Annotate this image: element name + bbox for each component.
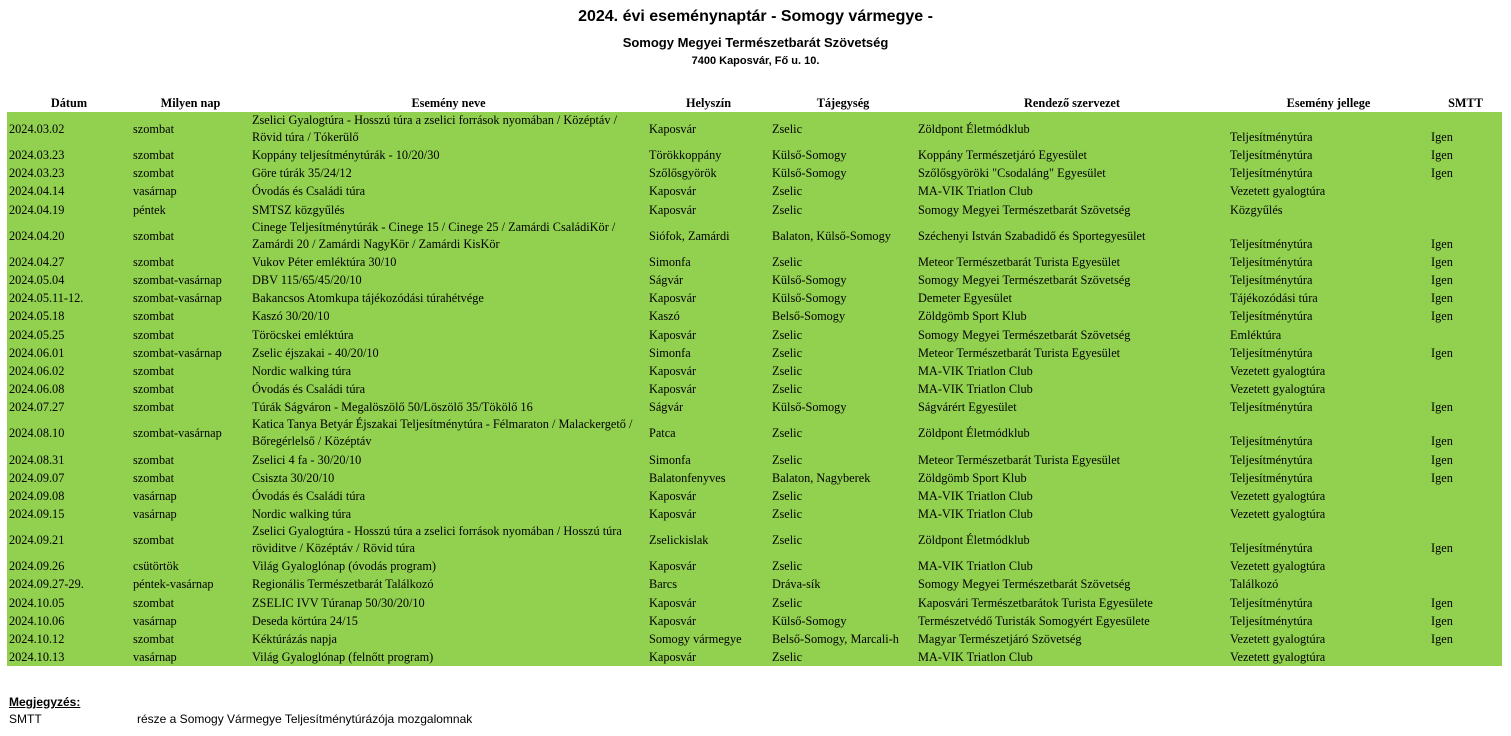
cell-organizer: Ságvárért Egyesület: [916, 398, 1228, 416]
table-header-row: [7, 94, 1502, 112]
cell-location: Kaposvár: [647, 362, 770, 380]
cell-date: 2024.08.31: [7, 450, 131, 468]
table-row: [7, 648, 1502, 666]
cell-organizer: Somogy Megyei Természetbarát Szövetség: [916, 271, 1228, 289]
cell-day: vasárnap: [131, 182, 250, 200]
table-row: [7, 380, 1502, 398]
cell-day: péntek: [131, 201, 250, 219]
cell-location: Kaszó: [647, 307, 770, 325]
cell-region: Zselic: [770, 416, 916, 450]
cell-event-name: Túrák Ságváron - Megalöszölő 50/Löszölő 35/Tökölő 16: [250, 398, 647, 416]
cell-region: Külső-Somogy: [770, 612, 916, 630]
cell-event-type: Vezetett gyalogtúra: [1228, 557, 1429, 575]
cell-day: vasárnap: [131, 505, 250, 523]
cell-event-name: Töröcskei emléktúra: [250, 326, 647, 344]
cell-organizer: MA-VIK Triatlon Club: [916, 182, 1228, 200]
notes-value: része a Somogy Vármegye Teljesítménytúrázója mozgalomnak: [137, 712, 473, 726]
cell-smtt: Igen: [1429, 253, 1502, 271]
cell-event-name: SMTSZ közgyűlés: [250, 201, 647, 219]
cell-smtt: [1429, 575, 1502, 593]
cell-event-name: DBV 115/65/45/20/10: [250, 271, 647, 289]
cell-smtt: Igen: [1429, 450, 1502, 468]
cell-event-name: Regionális Természetbarát Találkozó: [250, 575, 647, 593]
cell-region: Külső-Somogy: [770, 289, 916, 307]
cell-event-name: Nordic walking túra: [250, 505, 647, 523]
cell-date: 2024.10.05: [7, 594, 131, 612]
cell-date: 2024.04.27: [7, 253, 131, 271]
cell-event-name: Világ Gyaloglónap (felnőtt program): [250, 648, 647, 666]
cell-region: Zselic: [770, 182, 916, 200]
table-row: [7, 505, 1502, 523]
cell-day: szombat: [131, 630, 250, 648]
cell-location: Simonfa: [647, 344, 770, 362]
cell-day: szombat: [131, 253, 250, 271]
cell-region: Balaton, Külső-Somogy: [770, 219, 916, 253]
cell-location: Kaposvár: [647, 505, 770, 523]
cell-event-type: Teljesítménytúra: [1228, 344, 1429, 362]
cell-event-name: Óvodás és Családi túra: [250, 487, 647, 505]
cell-smtt: Igen: [1429, 164, 1502, 182]
cell-organizer: Zöldgömb Sport Klub: [916, 469, 1228, 487]
cell-region: Balaton, Nagyberek: [770, 469, 916, 487]
cell-day: szombat: [131, 326, 250, 344]
cell-location: Patca: [647, 416, 770, 450]
cell-date: 2024.09.21: [7, 523, 131, 557]
cell-region: Zselic: [770, 523, 916, 557]
cell-organizer: Természetvédő Turisták Somogyért Egyesülete: [916, 612, 1228, 630]
cell-organizer: Zöldpont Életmódklub: [916, 416, 1228, 450]
cell-event-type: Tájékozódási túra: [1228, 289, 1429, 307]
cell-event-type: Vezetett gyalogtúra: [1228, 182, 1429, 200]
table-row: [7, 253, 1502, 271]
cell-event-type: Teljesítménytúra: [1228, 112, 1429, 146]
cell-event-name: Zselici 4 fa - 30/20/10: [250, 450, 647, 468]
cell-event-name: Bakancsos Atomkupa tájékozódási túrahétvége: [250, 289, 647, 307]
cell-organizer: Széchenyi István Szabadidő és Sportegyesület: [916, 219, 1228, 253]
cell-date: 2024.07.27: [7, 398, 131, 416]
cell-date: 2024.04.20: [7, 219, 131, 253]
column-header-organizer: Rendező szervezet: [916, 94, 1228, 112]
cell-date: 2024.10.12: [7, 630, 131, 648]
cell-organizer: Meteor Természetbarát Turista Egyesület: [916, 253, 1228, 271]
cell-event-name: Deseda körtúra 24/15: [250, 612, 647, 630]
cell-smtt: [1429, 201, 1502, 219]
cell-day: szombat: [131, 523, 250, 557]
cell-organizer: MA-VIK Triatlon Club: [916, 557, 1228, 575]
cell-region: Zselic: [770, 344, 916, 362]
cell-region: Zselic: [770, 505, 916, 523]
cell-region: Zselic: [770, 648, 916, 666]
cell-day: szombat: [131, 164, 250, 182]
cell-location: Kaposvár: [647, 594, 770, 612]
table-row: [7, 594, 1502, 612]
table-row: [7, 630, 1502, 648]
cell-day: szombat: [131, 450, 250, 468]
cell-day: szombat: [131, 469, 250, 487]
cell-event-name: Cinege Teljesítménytúrák - Cinege 15 / Cinege 25 / Zamárdi CsaládiKör / Zamárdi 20 / Zamárdi NagyKör / Zamárdi KisKör: [250, 219, 647, 253]
organization-name: Somogy Megyei Természetbarát Szövetség: [622, 35, 889, 50]
cell-organizer: Meteor Természetbarát Turista Egyesület: [916, 344, 1228, 362]
cell-smtt: Igen: [1429, 289, 1502, 307]
table-row: [7, 219, 1502, 253]
cell-event-name: Zselici Gyalogtúra - Hosszú túra a zselici források nyomában / Középtáv / Rövid túra / Tókerülő: [250, 112, 647, 146]
cell-event-type: Vezetett gyalogtúra: [1228, 630, 1429, 648]
cell-smtt: Igen: [1429, 469, 1502, 487]
cell-event-type: Vezetett gyalogtúra: [1228, 362, 1429, 380]
cell-location: Kaposvár: [647, 112, 770, 146]
cell-date: 2024.05.04: [7, 271, 131, 289]
cell-event-name: Katica Tanya Betyár Éjszakai Teljesítménytúra - Félmaraton / Malackergető / Bőregérlelső / Középtáv: [250, 416, 647, 450]
cell-event-name: ZSELIC IVV Túranap 50/30/20/10: [250, 594, 647, 612]
cell-location: Kaposvár: [647, 326, 770, 344]
cell-event-name: Kéktúrázás napja: [250, 630, 647, 648]
cell-region: Zselic: [770, 201, 916, 219]
cell-smtt: [1429, 557, 1502, 575]
cell-smtt: Igen: [1429, 398, 1502, 416]
cell-date: 2024.08.10: [7, 416, 131, 450]
table-row: [7, 557, 1502, 575]
cell-organizer: Szőlősgyöröki "Csodaláng" Egyesület: [916, 164, 1228, 182]
table-row: [7, 344, 1502, 362]
cell-organizer: MA-VIK Triatlon Club: [916, 380, 1228, 398]
table-row: [7, 164, 1502, 182]
cell-smtt: Igen: [1429, 307, 1502, 325]
cell-region: Zselic: [770, 557, 916, 575]
cell-date: 2024.05.18: [7, 307, 131, 325]
cell-event-type: Teljesítménytúra: [1228, 594, 1429, 612]
cell-region: Zselic: [770, 450, 916, 468]
cell-organizer: MA-VIK Triatlon Club: [916, 505, 1228, 523]
cell-date: 2024.05.11-12.: [7, 289, 131, 307]
cell-day: szombat: [131, 307, 250, 325]
cell-organizer: Somogy Megyei Természetbarát Szövetség: [916, 201, 1228, 219]
cell-organizer: MA-VIK Triatlon Club: [916, 648, 1228, 666]
cell-region: Zselic: [770, 362, 916, 380]
cell-event-name: Koppány teljesítménytúrák - 10/20/30: [250, 146, 647, 164]
table-row: [7, 362, 1502, 380]
cell-date: 2024.03.23: [7, 146, 131, 164]
cell-event-name: Nordic walking túra: [250, 362, 647, 380]
cell-event-type: Teljesítménytúra: [1228, 307, 1429, 325]
cell-day: szombat-vasárnap: [131, 289, 250, 307]
cell-smtt: Igen: [1429, 594, 1502, 612]
cell-day: csütörtök: [131, 557, 250, 575]
cell-location: Ságvár: [647, 398, 770, 416]
cell-day: vasárnap: [131, 648, 250, 666]
column-header-day: Milyen nap: [131, 94, 250, 112]
cell-region: Zselic: [770, 487, 916, 505]
cell-event-name: Csiszta 30/20/10: [250, 469, 647, 487]
cell-smtt: [1429, 505, 1502, 523]
table-row: [7, 182, 1502, 200]
cell-region: Zselic: [770, 594, 916, 612]
cell-organizer: Magyar Természetjáró Szövetség: [916, 630, 1228, 648]
cell-organizer: MA-VIK Triatlon Club: [916, 362, 1228, 380]
column-header-smtt: SMTT: [1429, 94, 1502, 112]
cell-day: szombat: [131, 219, 250, 253]
table-row: [7, 612, 1502, 630]
cell-organizer: Somogy Megyei Természetbarát Szövetség: [916, 326, 1228, 344]
cell-organizer: Demeter Egyesület: [916, 289, 1228, 307]
cell-date: 2024.09.26: [7, 557, 131, 575]
cell-smtt: Igen: [1429, 416, 1502, 450]
cell-location: Balatonfenyves: [647, 469, 770, 487]
cell-organizer: Zöldgömb Sport Klub: [916, 307, 1228, 325]
cell-event-name: Göre túrák 35/24/12: [250, 164, 647, 182]
cell-date: 2024.04.14: [7, 182, 131, 200]
cell-event-type: Vezetett gyalogtúra: [1228, 487, 1429, 505]
cell-event-name: Óvodás és Családi túra: [250, 182, 647, 200]
cell-date: 2024.09.07: [7, 469, 131, 487]
cell-smtt: [1429, 362, 1502, 380]
cell-event-type: Közgyűlés: [1228, 201, 1429, 219]
column-header-location: Helyszín: [647, 94, 770, 112]
cell-smtt: Igen: [1429, 344, 1502, 362]
table-row: [7, 326, 1502, 344]
cell-smtt: [1429, 326, 1502, 344]
cell-event-type: Teljesítménytúra: [1228, 523, 1429, 557]
cell-event-type: Teljesítménytúra: [1228, 219, 1429, 253]
cell-date: 2024.09.27-29.: [7, 575, 131, 593]
cell-location: Simonfa: [647, 450, 770, 468]
cell-region: Zselic: [770, 112, 916, 146]
cell-event-name: Világ Gyaloglónap (óvodás program): [250, 557, 647, 575]
cell-smtt: [1429, 487, 1502, 505]
cell-region: Külső-Somogy: [770, 164, 916, 182]
organization-address: 7400 Kaposvár, Fő u. 10.: [691, 55, 820, 67]
column-header-event-name: Esemény neve: [250, 94, 647, 112]
cell-event-type: Teljesítménytúra: [1228, 612, 1429, 630]
cell-smtt: Igen: [1429, 219, 1502, 253]
cell-date: 2024.10.13: [7, 648, 131, 666]
table-row: [7, 201, 1502, 219]
cell-day: szombat-vasárnap: [131, 416, 250, 450]
cell-region: Külső-Somogy: [770, 271, 916, 289]
cell-event-type: Teljesítménytúra: [1228, 469, 1429, 487]
cell-organizer: Zöldpont Életmódklub: [916, 523, 1228, 557]
cell-day: szombat: [131, 362, 250, 380]
table-row: [7, 289, 1502, 307]
cell-event-name: Kaszó 30/20/10: [250, 307, 647, 325]
cell-event-name: Vukov Péter emléktúra 30/10: [250, 253, 647, 271]
cell-date: 2024.10.06: [7, 612, 131, 630]
cell-day: szombat: [131, 380, 250, 398]
cell-smtt: [1429, 182, 1502, 200]
table-row: [7, 112, 1502, 146]
cell-region: Külső-Somogy: [770, 146, 916, 164]
cell-organizer: Somogy Megyei Természetbarát Szövetség: [916, 575, 1228, 593]
cell-location: Simonfa: [647, 253, 770, 271]
cell-region: Zselic: [770, 380, 916, 398]
cell-event-name: Zselic éjszakai - 40/20/10: [250, 344, 647, 362]
cell-event-name: Óvodás és Családi túra: [250, 380, 647, 398]
notes-key: SMTT: [9, 712, 42, 726]
cell-date: 2024.09.08: [7, 487, 131, 505]
table-row: [7, 416, 1502, 450]
notes-heading: Megjegyzés:: [9, 695, 81, 709]
cell-location: Kaposvár: [647, 201, 770, 219]
table-row: [7, 469, 1502, 487]
cell-date: 2024.09.15: [7, 505, 131, 523]
cell-location: Kaposvár: [647, 182, 770, 200]
cell-organizer: Meteor Természetbarát Turista Egyesület: [916, 450, 1228, 468]
table-row: [7, 575, 1502, 593]
cell-date: 2024.04.19: [7, 201, 131, 219]
cell-region: Belső-Somogy, Marcali-h: [770, 630, 916, 648]
cell-date: 2024.06.02: [7, 362, 131, 380]
cell-region: Dráva-sík: [770, 575, 916, 593]
cell-smtt: Igen: [1429, 112, 1502, 146]
cell-location: Szőlősgyörök: [647, 164, 770, 182]
cell-event-type: Teljesítménytúra: [1228, 271, 1429, 289]
cell-event-name: Zselici Gyalogtúra - Hosszú túra a zselici források nyomában / Hosszú túra röviditve / Középtáv / Rövid túra: [250, 523, 647, 557]
cell-smtt: Igen: [1429, 523, 1502, 557]
cell-date: 2024.05.25: [7, 326, 131, 344]
table-row: [7, 307, 1502, 325]
cell-day: vasárnap: [131, 612, 250, 630]
column-header-date: Dátum: [7, 94, 131, 112]
cell-day: szombat: [131, 146, 250, 164]
cell-location: Kaposvár: [647, 612, 770, 630]
cell-organizer: Zöldpont Életmódklub: [916, 112, 1228, 146]
table-row: [7, 398, 1502, 416]
cell-location: Kaposvár: [647, 487, 770, 505]
cell-date: 2024.06.01: [7, 344, 131, 362]
cell-event-type: Emléktúra: [1228, 326, 1429, 344]
cell-region: Zselic: [770, 326, 916, 344]
table-row: [7, 487, 1502, 505]
cell-smtt: [1429, 380, 1502, 398]
cell-region: Külső-Somogy: [770, 398, 916, 416]
cell-event-type: Vezetett gyalogtúra: [1228, 648, 1429, 666]
cell-event-type: Teljesítménytúra: [1228, 164, 1429, 182]
cell-organizer: Kaposvári Természetbarátok Turista Egyesülete: [916, 594, 1228, 612]
cell-location: Kaposvár: [647, 289, 770, 307]
cell-event-type: Teljesítménytúra: [1228, 416, 1429, 450]
column-header-region: Tájegység: [770, 94, 916, 112]
cell-location: Somogy vármegye: [647, 630, 770, 648]
page-title: 2024. évi eseménynaptár - Somogy vármegye -: [578, 8, 933, 25]
table-row: [7, 450, 1502, 468]
cell-event-type: Teljesítménytúra: [1228, 146, 1429, 164]
cell-smtt: Igen: [1429, 630, 1502, 648]
cell-location: Siófok, Zamárdi: [647, 219, 770, 253]
cell-location: Kaposvár: [647, 557, 770, 575]
cell-date: 2024.03.02: [7, 112, 131, 146]
cell-smtt: Igen: [1429, 612, 1502, 630]
cell-smtt: Igen: [1429, 271, 1502, 289]
cell-location: Barcs: [647, 575, 770, 593]
cell-location: Törökkoppány: [647, 146, 770, 164]
cell-location: Kaposvár: [647, 648, 770, 666]
cell-location: Ságvár: [647, 271, 770, 289]
table-row: [7, 271, 1502, 289]
cell-day: szombat: [131, 594, 250, 612]
cell-event-type: Vezetett gyalogtúra: [1228, 380, 1429, 398]
cell-event-type: Teljesítménytúra: [1228, 253, 1429, 271]
cell-region: Belső-Somogy: [770, 307, 916, 325]
table-row: [7, 146, 1502, 164]
cell-day: szombat: [131, 398, 250, 416]
cell-day: szombat: [131, 112, 250, 146]
cell-event-type: Teljesítménytúra: [1228, 398, 1429, 416]
column-header-event-type: Esemény jellege: [1228, 94, 1429, 112]
cell-region: Zselic: [770, 253, 916, 271]
cell-smtt: Igen: [1429, 146, 1502, 164]
cell-organizer: Koppány Természetjáró Egyesület: [916, 146, 1228, 164]
cell-date: 2024.03.23: [7, 164, 131, 182]
cell-location: Kaposvár: [647, 380, 770, 398]
cell-day: szombat-vasárnap: [131, 271, 250, 289]
cell-event-type: Teljesítménytúra: [1228, 450, 1429, 468]
cell-day: vasárnap: [131, 487, 250, 505]
cell-event-type: Vezetett gyalogtúra: [1228, 505, 1429, 523]
cell-location: Zselickislak: [647, 523, 770, 557]
cell-smtt: [1429, 648, 1502, 666]
cell-day: szombat-vasárnap: [131, 344, 250, 362]
cell-date: 2024.06.08: [7, 380, 131, 398]
event-calendar-table: [7, 94, 1502, 666]
cell-event-type: Találkozó: [1228, 575, 1429, 593]
cell-organizer: MA-VIK Triatlon Club: [916, 487, 1228, 505]
table-row: [7, 523, 1502, 557]
cell-day: péntek-vasárnap: [131, 575, 250, 593]
